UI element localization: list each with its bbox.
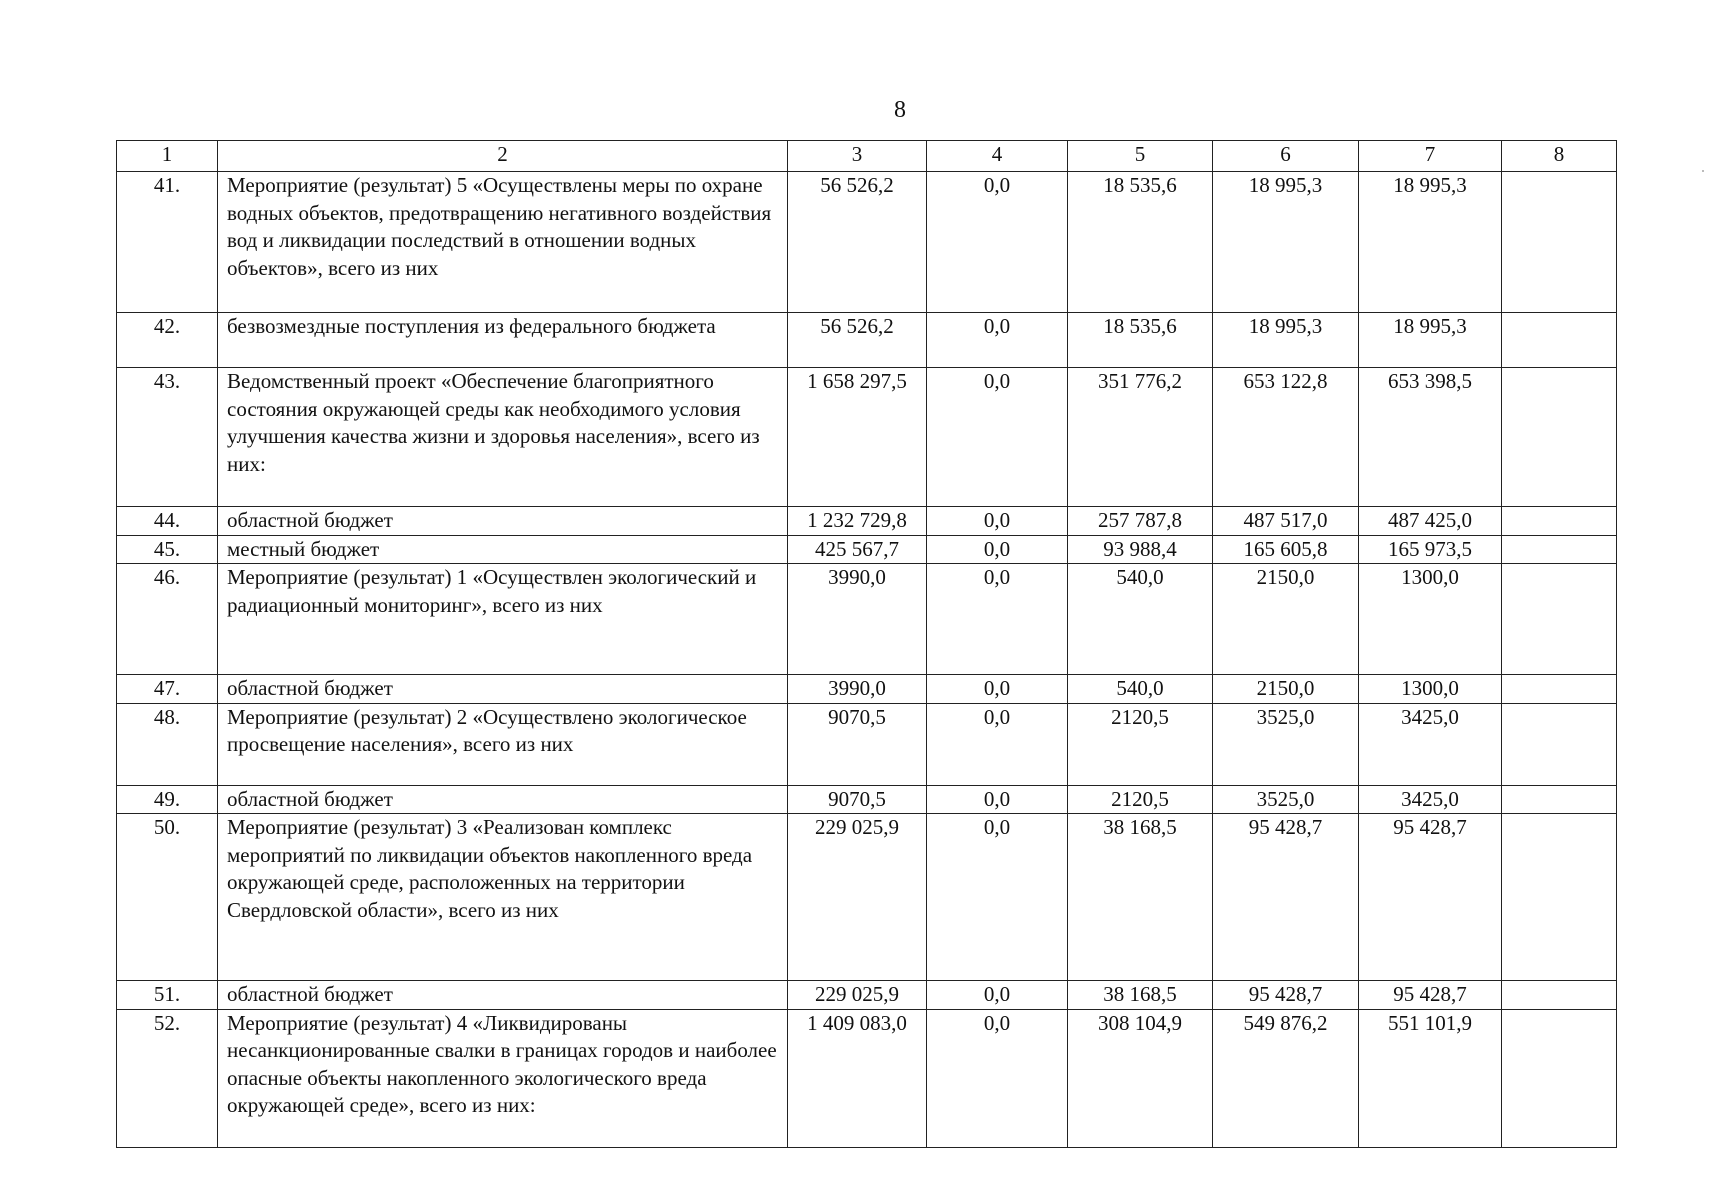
value-col3: 9070,5 [788,703,927,785]
row-number: 49. [117,785,218,814]
value-col3: 1 658 297,5 [788,368,927,507]
value-col6: 2150,0 [1213,675,1359,704]
header-cell: 6 [1213,141,1359,172]
table-row [117,785,1617,814]
header-cell: 7 [1359,141,1502,172]
row-description: областной бюджет [218,981,788,1010]
value-col7: 551 101,9 [1359,1009,1502,1147]
value-col4: 0,0 [927,535,1068,564]
value-col4: 0,0 [927,172,1068,313]
row-description: безвозмездные поступления из федерального бюджета [218,313,788,368]
row-description: Мероприятие (результат) 1 «Осуществлен экологический и радиационный мониторинг», всего из них [218,564,788,675]
value-col3: 3990,0 [788,675,927,704]
value-col8 [1502,785,1617,814]
value-col6: 2150,0 [1213,564,1359,675]
value-col7: 3425,0 [1359,703,1502,785]
value-col7: 1300,0 [1359,675,1502,704]
row-number: 50. [117,814,218,981]
row-description: Мероприятие (результат) 5 «Осуществлены меры по охране водных объектов, предотвращению негативного воздействия вод и ликвидации последствий в отношении водных объектов», всего из них [218,172,788,313]
value-col5: 18 535,6 [1068,172,1213,313]
value-col6: 3525,0 [1213,703,1359,785]
table-row [117,703,1617,785]
row-number: 52. [117,1009,218,1147]
value-col8 [1502,564,1617,675]
value-col6: 165 605,8 [1213,535,1359,564]
value-col4: 0,0 [927,981,1068,1010]
value-col8 [1502,535,1617,564]
value-col6: 18 995,3 [1213,313,1359,368]
value-col8 [1502,507,1617,536]
value-col4: 0,0 [927,703,1068,785]
value-col6: 653 122,8 [1213,368,1359,507]
value-col5: 540,0 [1068,564,1213,675]
value-col5: 38 168,5 [1068,814,1213,981]
row-description: Мероприятие (результат) 2 «Осуществлено экологическое просвещение населения», всего из них [218,703,788,785]
row-number: 44. [117,507,218,536]
value-col8 [1502,703,1617,785]
row-description: Мероприятие (результат) 3 «Реализован комплекс мероприятий по ликвидации объектов накопленного вреда окружающей среде, расположенных на территории Свердловской области», всего из них [218,814,788,981]
value-col5: 351 776,2 [1068,368,1213,507]
value-col5: 2120,5 [1068,785,1213,814]
value-col3: 229 025,9 [788,981,927,1010]
value-col7: 487 425,0 [1359,507,1502,536]
value-col3: 1 409 083,0 [788,1009,927,1147]
row-description: областной бюджет [218,785,788,814]
value-col6: 95 428,7 [1213,981,1359,1010]
row-description: областной бюджет [218,675,788,704]
value-col7: 18 995,3 [1359,172,1502,313]
value-col4: 0,0 [927,313,1068,368]
table-row [117,675,1617,704]
page-number: 8 [894,97,906,123]
row-number: 45. [117,535,218,564]
value-col3: 56 526,2 [788,172,927,313]
value-col6: 18 995,3 [1213,172,1359,313]
table-row [117,564,1617,675]
row-description: местный бюджет [218,535,788,564]
value-col8 [1502,981,1617,1010]
value-col8 [1502,814,1617,981]
value-col7: 165 973,5 [1359,535,1502,564]
value-col8 [1502,172,1617,313]
row-description: областной бюджет [218,507,788,536]
value-col6: 95 428,7 [1213,814,1359,981]
value-col3: 229 025,9 [788,814,927,981]
table-row [117,814,1617,981]
value-col3: 425 567,7 [788,535,927,564]
budget-table [116,140,1617,1148]
table-row [117,535,1617,564]
value-col3: 9070,5 [788,785,927,814]
value-col4: 0,0 [927,564,1068,675]
header-cell: 8 [1502,141,1617,172]
value-col4: 0,0 [927,507,1068,536]
row-description: Мероприятие (результат) 4 «Ликвидированы несанкционированные свалки в границах городов и наиболее опасные объекты накопленного экологического вреда окружающей среде», всего из них: [218,1009,788,1147]
header-cell: 1 [117,141,218,172]
value-col6: 549 876,2 [1213,1009,1359,1147]
value-col7: 653 398,5 [1359,368,1502,507]
value-col8 [1502,1009,1617,1147]
value-col8 [1502,675,1617,704]
value-col5: 18 535,6 [1068,313,1213,368]
value-col3: 3990,0 [788,564,927,675]
value-col4: 0,0 [927,1009,1068,1147]
scan-speck [1702,170,1704,172]
value-col7: 3425,0 [1359,785,1502,814]
value-col8 [1502,313,1617,368]
value-col5: 257 787,8 [1068,507,1213,536]
table-row [117,368,1617,507]
header-cell: 3 [788,141,927,172]
row-number: 43. [117,368,218,507]
row-number: 51. [117,981,218,1010]
table-row [117,313,1617,368]
value-col3: 56 526,2 [788,313,927,368]
header-cell: 2 [218,141,788,172]
value-col4: 0,0 [927,675,1068,704]
value-col3: 1 232 729,8 [788,507,927,536]
value-col6: 487 517,0 [1213,507,1359,536]
value-col4: 0,0 [927,785,1068,814]
value-col5: 2120,5 [1068,703,1213,785]
value-col7: 1300,0 [1359,564,1502,675]
table-row [117,507,1617,536]
value-col4: 0,0 [927,368,1068,507]
value-col8 [1502,368,1617,507]
row-description: Ведомственный проект «Обеспечение благоприятного состояния окружающей среды как необходимого условия улучшения качества жизни и здоровья населения», всего из них: [218,368,788,507]
column-number-row [117,141,1617,172]
value-col5: 38 168,5 [1068,981,1213,1010]
value-col6: 3525,0 [1213,785,1359,814]
row-number: 41. [117,172,218,313]
value-col7: 95 428,7 [1359,981,1502,1010]
value-col5: 308 104,9 [1068,1009,1213,1147]
value-col5: 93 988,4 [1068,535,1213,564]
table-row [117,172,1617,313]
value-col5: 540,0 [1068,675,1213,704]
row-number: 47. [117,675,218,704]
row-number: 48. [117,703,218,785]
header-cell: 5 [1068,141,1213,172]
value-col7: 18 995,3 [1359,313,1502,368]
table-row [117,981,1617,1010]
row-number: 46. [117,564,218,675]
table-row [117,1009,1617,1147]
value-col7: 95 428,7 [1359,814,1502,981]
row-number: 42. [117,313,218,368]
value-col4: 0,0 [927,814,1068,981]
header-cell: 4 [927,141,1068,172]
